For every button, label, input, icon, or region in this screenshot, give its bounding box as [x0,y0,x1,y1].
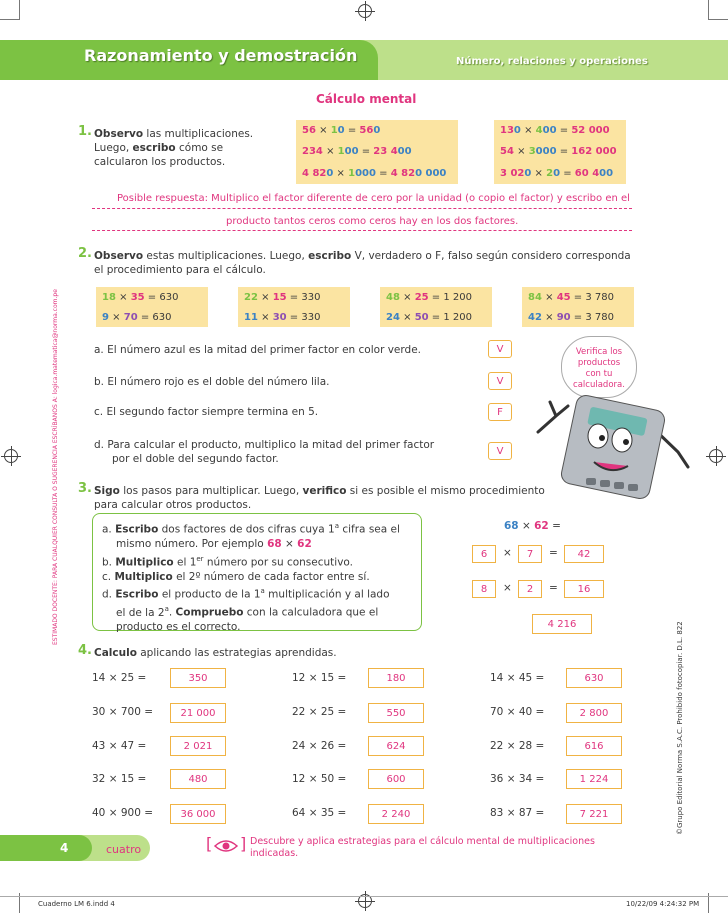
learning-goal: Descubre y aplica estrategias para el cálculo mental de multiplicaciones indicadas. [250,836,595,859]
equals-sign: = [549,582,558,594]
q4-operation: 14 × 45 = [490,672,545,684]
crop-mark [708,19,728,20]
q1-answer-line1: Posible respuesta: Multiplico el factor diferente de cero por la unidad (o copio el factor) y escribo en el [117,193,630,204]
q4-answer-box[interactable]: 7 221 [566,804,622,824]
q2-box: 48 × 25 = 1 200 24 × 50 = 1 200 [380,287,492,327]
q4-operation: 32 × 15 = [92,773,147,785]
q2-answer-b[interactable]: V [488,372,512,390]
q4-answer-box[interactable]: 2 240 [368,804,424,824]
q4-operation: 40 × 900 = [92,807,154,819]
q4-answer-box[interactable]: 630 [566,668,622,688]
q1-row: 234 × 100 = 23 400 [302,146,412,158]
q2-item-c: c. El segundo factor siempre termina en 5. [94,406,319,418]
registration-mark-icon [4,449,18,463]
crop-mark [19,0,20,20]
q4-instruction: Calculo aplicando las estrategias aprendidas. [94,647,337,659]
q4-answer-box[interactable]: 2 800 [566,703,622,723]
slug-rule [0,896,728,897]
q1-row: 56 × 10 = 560 [302,125,381,137]
q4-operation: 43 × 47 = [92,740,147,752]
page-number: 4 [60,841,69,855]
subtitle: Cálculo mental [316,92,417,106]
q3-digit-box: 8 [472,580,496,598]
q1-instruction: Observo las multiplicaciones. Luego, escribo cómo se calcularon los productos. [94,128,254,168]
q4-operation: 12 × 15 = [292,672,347,684]
q3-digit-box: 6 [472,545,496,563]
q4-operation: 12 × 50 = [292,773,347,785]
crop-mark [708,0,709,20]
q1-answer-line2: producto tantos ceros como ceros hay en los dos factores. [226,216,519,227]
q4-operation: 22 × 25 = [292,706,347,718]
q2-instruction: Observo estas multiplicaciones. Luego, escribo V, verdadero o F, falso según considero corresponda el procedimiento para el cálculo. [94,250,631,276]
q2-item-a: a. El número azul es la mitad del primer factor en color verde. [94,344,421,356]
goal-bracket-left: [ [206,834,213,853]
question-number: 3. [78,481,92,496]
q4-operation: 70 × 40 = [490,706,545,718]
page-word: cuatro [106,843,142,856]
copyright: ©Grupo Editorial Norma S.A.C. Prohibido fotocopiar. D.L. 822 [676,621,684,835]
equals-sign: = [549,547,558,559]
q4-answer-box[interactable]: 480 [170,769,226,789]
times-sign: × [503,582,512,594]
q2-box: 18 × 35 = 630 9 × 70 = 630 [96,287,208,327]
q4-answer-box[interactable]: 1 224 [566,769,622,789]
q3-steps: a. Escribo dos factores de dos cifras cuya 1$^a$ cifra sea el mismo número. Por ejemplo 68 × 62 b. Multiplico el 1er número por su consecutivo. c. Multiplico el 2º número de cada factor entre sí. d. Escribo el producto de la 1$^a$ multiplicación y al lado el de la 2$^a$. Compruebo con la calculadora que el producto es el correcto. [102,522,400,633]
answer-line [92,230,632,231]
q2-answer-c[interactable]: F [488,403,512,421]
q4-answer-box[interactable]: 624 [368,736,424,756]
q1-box-right [494,120,626,184]
times-sign: × [503,547,512,559]
registration-mark-icon [709,449,723,463]
q2-item-d2: por el doble del segundo factor. [112,453,279,465]
q4-operation: 30 × 700 = [92,706,154,718]
slug-date: 10/22/09 4:24:32 PM [626,900,700,908]
registration-mark-icon [358,4,372,18]
q1-row: 54 × 3000 = 162 000 [500,146,617,158]
answer-line [92,208,632,209]
q4-operation: 22 × 28 = [490,740,545,752]
q4-answer-box[interactable]: 36 000 [170,804,226,824]
q1-row: 4 820 × 1000 = 4 820 000 [302,167,447,179]
speech-bubble: Verifica los productos con tu calculadora. [561,336,637,398]
q4-answer-box[interactable]: 2 021 [170,736,226,756]
q4-operation: 36 × 34 = [490,773,545,785]
q2-item-b: b. El número rojo es el doble del número lila. [94,376,330,388]
q2-box: 84 × 45 = 3 780 42 × 90 = 3 780 [522,287,634,327]
q3-digit-box: 7 [518,545,542,563]
q4-answer-box[interactable]: 21 000 [170,703,226,723]
q1-box-left [296,120,458,184]
page-number-tab [0,835,92,861]
q4-operation: 83 × 87 = [490,807,545,819]
q4-operation: 24 × 26 = [292,740,347,752]
q2-answer-a[interactable]: V [488,340,512,358]
question-number: 4. [78,643,92,658]
q3-product-box[interactable]: 16 [564,580,604,598]
q4-answer-box[interactable]: 350 [170,668,226,688]
q2-answer-d[interactable]: V [488,442,512,460]
q2-box: 22 × 15 = 330 11 × 30 = 330 [238,287,350,327]
q3-result-box[interactable]: 4 216 [532,614,592,634]
calculator-mascot-icon [528,392,708,502]
q1-row: 3 020 × 20 = 60 400 [500,167,614,179]
q3-example: 68 × 62 = [504,520,561,532]
side-note-left: ESTIMADO DOCENTE: PARA CUALQUIER CONSULTA O SUGERENCIA ESCRÍBANOS A: logica.matematica@norma.com.pe [52,289,59,645]
q1-row: 130 × 400 = 52 000 [500,125,610,137]
q2-item-d: d. Para calcular el producto, multiplico la mitad del primer factor [94,439,435,451]
q4-answer-box[interactable]: 180 [368,668,424,688]
q4-operation: 14 × 25 = [92,672,147,684]
page-title: Razonamiento y demostración [84,46,358,65]
section-title: Número, relaciones y operaciones [456,56,648,67]
goal-bracket-right: ] [240,834,247,853]
q3-digit-box: 2 [518,580,542,598]
q3-instruction: Sigo los pasos para multiplicar. Luego, verifico si es posible el mismo procedimiento para calcular otros productos. [94,485,545,511]
q4-answer-box[interactable]: 550 [368,703,424,723]
eye-icon [214,839,238,853]
slug-file: Cuaderno LM 6.indd 4 [38,900,115,908]
crop-mark [0,19,20,20]
question-number: 2. [78,246,92,261]
question-number: 1. [78,124,92,139]
q4-answer-box[interactable]: 616 [566,736,622,756]
q4-operation: 64 × 35 = [292,807,347,819]
q3-product-box[interactable]: 42 [564,545,604,563]
q4-answer-box[interactable]: 600 [368,769,424,789]
